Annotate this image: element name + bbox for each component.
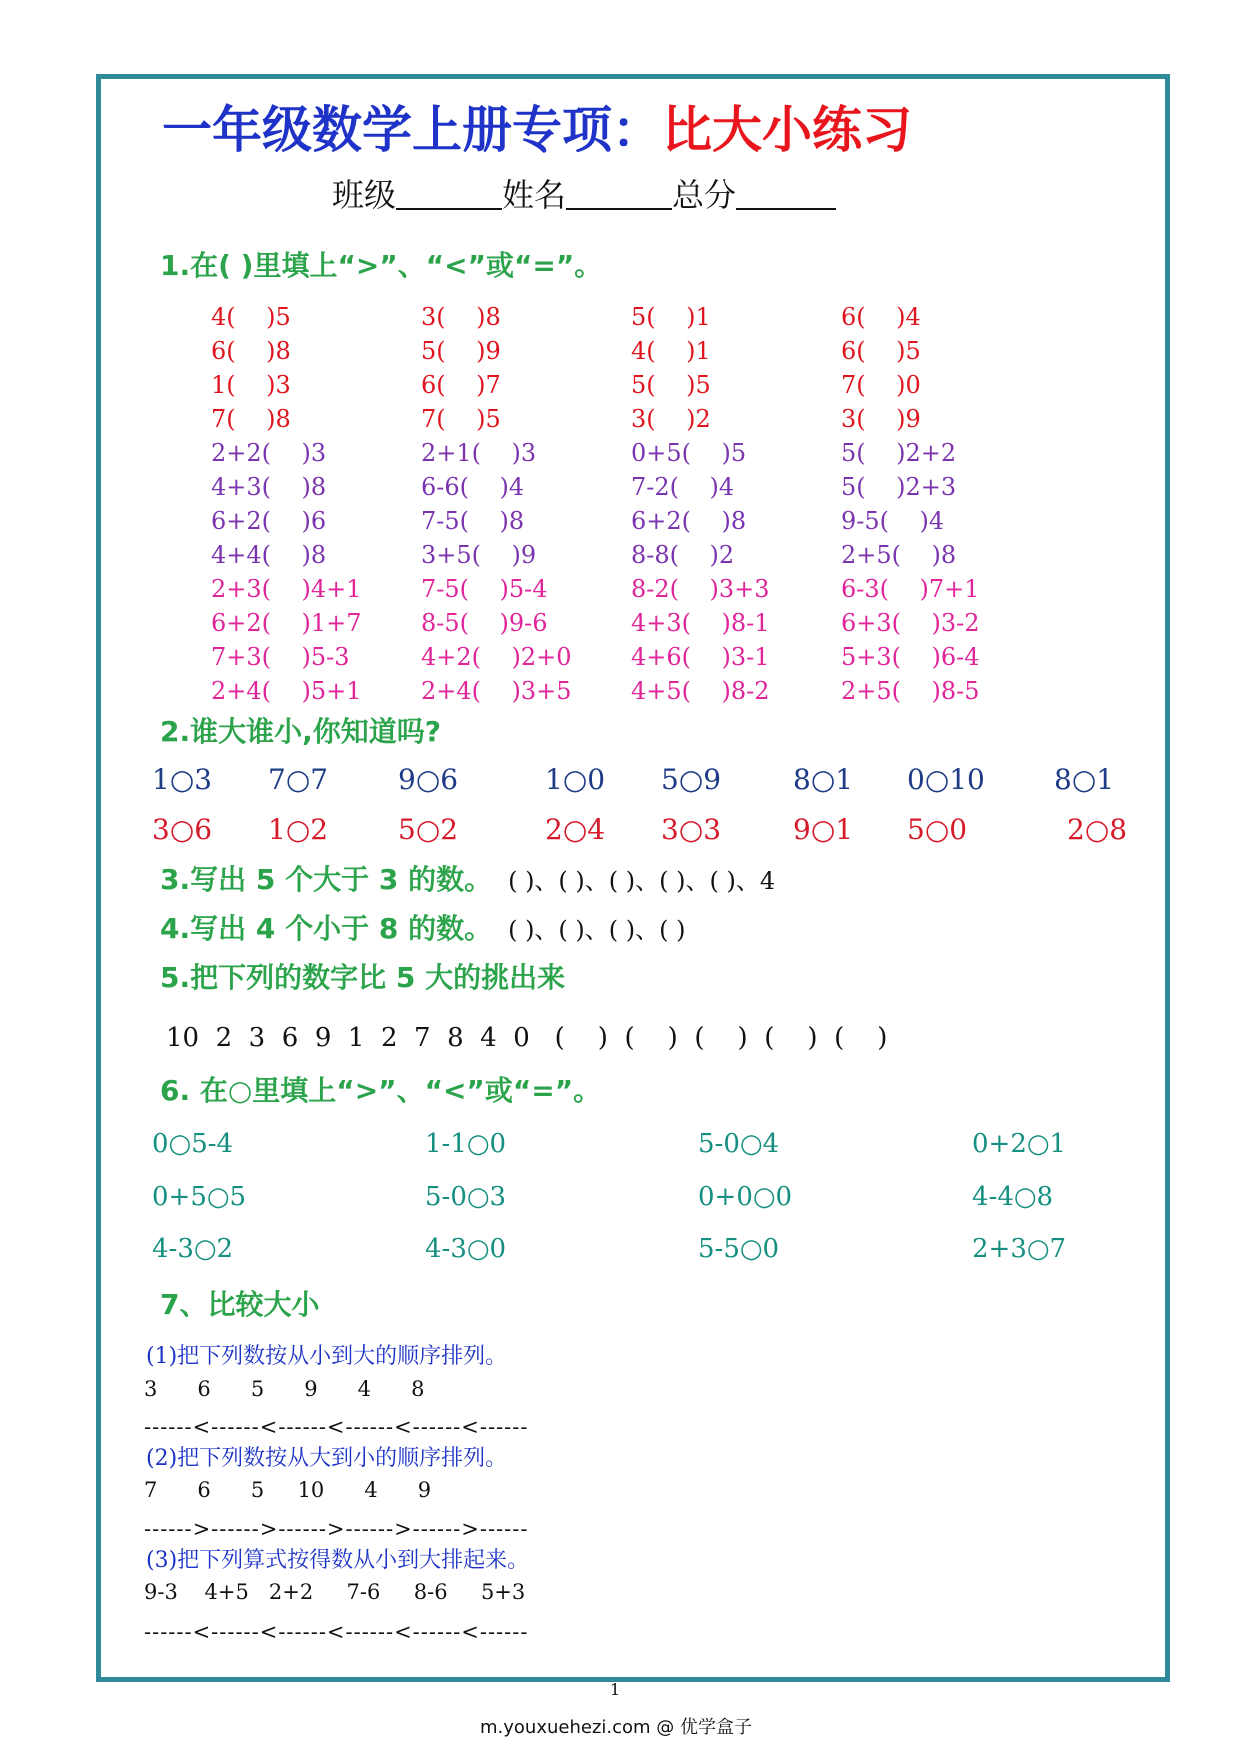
- q1-row: [0, 402, 1241, 436]
- q1-row: [0, 674, 1241, 708]
- score-label: 总分: [672, 176, 737, 214]
- q1-row: [0, 504, 1241, 538]
- q1-item[interactable]: 7( )8: [211, 405, 291, 433]
- title-main: 一年级数学上册专项：: [162, 101, 662, 159]
- q2-heading: 2.谁大谁小,你知道吗?: [160, 715, 441, 748]
- q7-part3-chain[interactable]: ------<------<------<------<------<------: [144, 1620, 529, 1644]
- q1-item[interactable]: 6+2( )6: [211, 507, 327, 535]
- q2-item[interactable]: 7○7: [268, 763, 329, 796]
- q1-row: [0, 640, 1241, 674]
- q5-heading: 5.把下列的数字比 5 大的挑出来: [160, 961, 566, 994]
- q1-item[interactable]: 5( )5: [631, 371, 711, 399]
- q1-row: [0, 470, 1241, 504]
- q7-part3-instruction: (3)把下列算式按得数从小到大排起来。: [146, 1548, 530, 1573]
- q1-item[interactable]: 7-2( )4: [631, 473, 735, 501]
- q6-item[interactable]: 0+5○5: [152, 1182, 247, 1212]
- q1-item[interactable]: 9-5( )4: [841, 507, 945, 535]
- q1-item[interactable]: 0+5( )5: [631, 439, 747, 467]
- name-label: 姓名: [502, 176, 567, 214]
- q1-item[interactable]: 6+2( )8: [631, 507, 747, 535]
- title-topic: 比大小练习: [662, 101, 912, 159]
- q2-item[interactable]: 8○1: [793, 763, 854, 796]
- name-blank[interactable]: [566, 178, 672, 210]
- q2-item[interactable]: 9○1: [793, 813, 854, 846]
- q1-item[interactable]: 5( )2+3: [841, 473, 957, 501]
- q6-item[interactable]: 0+2○1: [972, 1129, 1067, 1159]
- q7-part2-instruction: (2)把下列数按从大到小的顺序排列。: [146, 1446, 508, 1471]
- q1-item[interactable]: 6-3( )7+1: [841, 575, 980, 603]
- q3-answer[interactable]: ( )、( )、( )、( )、( )、4: [508, 867, 776, 895]
- q2-row-1: [0, 763, 1241, 797]
- q2-item[interactable]: 8○1: [1054, 763, 1115, 796]
- page-number: 1: [610, 1680, 621, 1699]
- q1-row: [0, 572, 1241, 606]
- q7-part2-chain[interactable]: ------>------>------>------>------>------: [144, 1517, 529, 1541]
- q1-item[interactable]: 6+3( )3-2: [841, 609, 980, 637]
- q1-item[interactable]: 2+3( )4+1: [211, 575, 362, 603]
- footer-watermark: m.youxuehezi.com @ 优学盒子: [480, 1717, 753, 1738]
- q1-item[interactable]: 4+4( )8: [211, 541, 327, 569]
- q1-item[interactable]: 2+5( )8: [841, 541, 957, 569]
- q1-item[interactable]: 6( )4: [841, 303, 921, 331]
- q1-item[interactable]: 6+2( )1+7: [211, 609, 362, 637]
- q1-item[interactable]: 6( )8: [211, 337, 291, 365]
- q6-item[interactable]: 2+3○7: [972, 1234, 1067, 1264]
- q7-heading: 7、比较大小: [160, 1288, 320, 1321]
- q7-part3-numbers: 9-3 4+5 2+2 7-6 8-6 5+3: [144, 1580, 526, 1604]
- page-title: [162, 98, 912, 162]
- q1-item[interactable]: 7+3( )5-3: [211, 643, 350, 671]
- q6-item[interactable]: 0+0○0: [698, 1182, 793, 1212]
- q6-item[interactable]: 0○5-4: [152, 1129, 234, 1159]
- q6-item[interactable]: 5-0○4: [698, 1129, 780, 1159]
- q6-row-2: [0, 1180, 1241, 1214]
- q1-item[interactable]: 3+5( )9: [421, 541, 537, 569]
- q1-item[interactable]: 2+1( )3: [421, 439, 537, 467]
- q5-numbers[interactable]: 10 2 3 6 9 1 2 7 8 4 0 ( ) ( ) ( ) ( ) ( ): [166, 1023, 888, 1053]
- q2-item[interactable]: 0○10: [907, 763, 985, 796]
- q7-part1-chain[interactable]: ------<------<------<------<------<------: [144, 1415, 529, 1439]
- q4-answer[interactable]: ( )、( )、( )、( ): [508, 916, 686, 944]
- q4-heading: 4.写出 4 个小于 8 的数。: [160, 912, 493, 945]
- q6-item[interactable]: 4-3○2: [152, 1234, 234, 1264]
- q1-item[interactable]: 4+6( )3-1: [631, 643, 770, 671]
- q6-item[interactable]: 5-0○3: [425, 1182, 507, 1212]
- q1-item[interactable]: 4+3( )8: [211, 473, 327, 501]
- class-label: 班级: [332, 176, 397, 214]
- q1-row: [0, 334, 1241, 368]
- q2-item[interactable]: 1○3: [152, 763, 213, 796]
- q1-item[interactable]: 2+4( )3+5: [421, 677, 572, 705]
- q2-item[interactable]: 1○2: [268, 813, 329, 846]
- q1-item[interactable]: 7( )5: [421, 405, 501, 433]
- q1-item[interactable]: 4+5( )8-2: [631, 677, 770, 705]
- q1-item[interactable]: 3( )2: [631, 405, 711, 433]
- q7-part1-numbers: 3 6 5 9 4 8: [144, 1377, 425, 1401]
- q2-item[interactable]: 3○6: [152, 813, 213, 846]
- q6-item[interactable]: 1-1○0: [425, 1129, 507, 1159]
- q7-part2-numbers: 7 6 5 10 4 9: [144, 1478, 432, 1502]
- q1-item[interactable]: 1( )3: [211, 371, 291, 399]
- class-blank[interactable]: [396, 178, 502, 210]
- q1-row: [0, 300, 1241, 334]
- q2-item[interactable]: 5○9: [661, 763, 722, 796]
- q1-item[interactable]: 8-2( )3+3: [631, 575, 770, 603]
- q2-item[interactable]: 5○2: [398, 813, 459, 846]
- q1-item[interactable]: 3( )9: [841, 405, 921, 433]
- q1-item[interactable]: 4+2( )2+0: [421, 643, 572, 671]
- q1-row: [0, 606, 1241, 640]
- q1-item[interactable]: 6-6( )4: [421, 473, 525, 501]
- q6-row-3: [0, 1232, 1241, 1266]
- score-blank[interactable]: [736, 178, 836, 210]
- q2-item[interactable]: 9○6: [398, 763, 459, 796]
- q1-item[interactable]: 2+4( )5+1: [211, 677, 362, 705]
- q1-item[interactable]: 5+3( )6-4: [841, 643, 980, 671]
- q6-row-1: [0, 1127, 1241, 1161]
- q1-row: [0, 436, 1241, 470]
- q1-item[interactable]: 2+2( )3: [211, 439, 327, 467]
- q3: [160, 860, 775, 904]
- q1-heading: 1.在( )里填上“>”、“<”或“=”。: [160, 249, 603, 282]
- q7-part1-instruction: (1)把下列数按从小到大的顺序排列。: [146, 1344, 508, 1369]
- q2-item[interactable]: 3○3: [661, 813, 722, 846]
- q1-row: [0, 538, 1241, 572]
- q6-heading: 6. 在○里填上“>”、“<”或“=”。: [160, 1074, 602, 1107]
- q2-item[interactable]: 1○0: [545, 763, 606, 796]
- q1-item[interactable]: 5( )2+2: [841, 439, 957, 467]
- q2-item[interactable]: 2○4: [545, 813, 606, 846]
- q1-item[interactable]: 7( )0: [841, 371, 921, 399]
- q6-item[interactable]: 4-3○0: [425, 1234, 507, 1264]
- q1-item[interactable]: 2+5( )8-5: [841, 677, 980, 705]
- q1-item[interactable]: 6( )5: [841, 337, 921, 365]
- q1-item[interactable]: 4+3( )8-1: [631, 609, 770, 637]
- q1-item[interactable]: 7-5( )8: [421, 507, 525, 535]
- q1-item[interactable]: 8-5( )9-6: [421, 609, 548, 637]
- q6-item[interactable]: 5-5○0: [698, 1234, 780, 1264]
- q1-item[interactable]: 5( )9: [421, 337, 501, 365]
- q2-item[interactable]: 2○8: [1067, 813, 1128, 846]
- q4: [160, 909, 686, 953]
- q1-item[interactable]: 3( )8: [421, 303, 501, 331]
- q1-row: [0, 368, 1241, 402]
- q2-row-2: [0, 813, 1241, 847]
- q6-item[interactable]: 4-4○8: [972, 1182, 1054, 1212]
- q1-item[interactable]: 7-5( )5-4: [421, 575, 548, 603]
- q3-heading: 3.写出 5 个大于 3 的数。: [160, 863, 493, 896]
- q1-item[interactable]: 8-8( )2: [631, 541, 735, 569]
- student-info: [332, 172, 836, 218]
- q1-item[interactable]: 6( )7: [421, 371, 501, 399]
- q1-item[interactable]: 5( )1: [631, 303, 711, 331]
- q2-item[interactable]: 5○0: [907, 813, 968, 846]
- q1-item[interactable]: 4( )1: [631, 337, 711, 365]
- q1-item[interactable]: 4( )5: [211, 303, 291, 331]
